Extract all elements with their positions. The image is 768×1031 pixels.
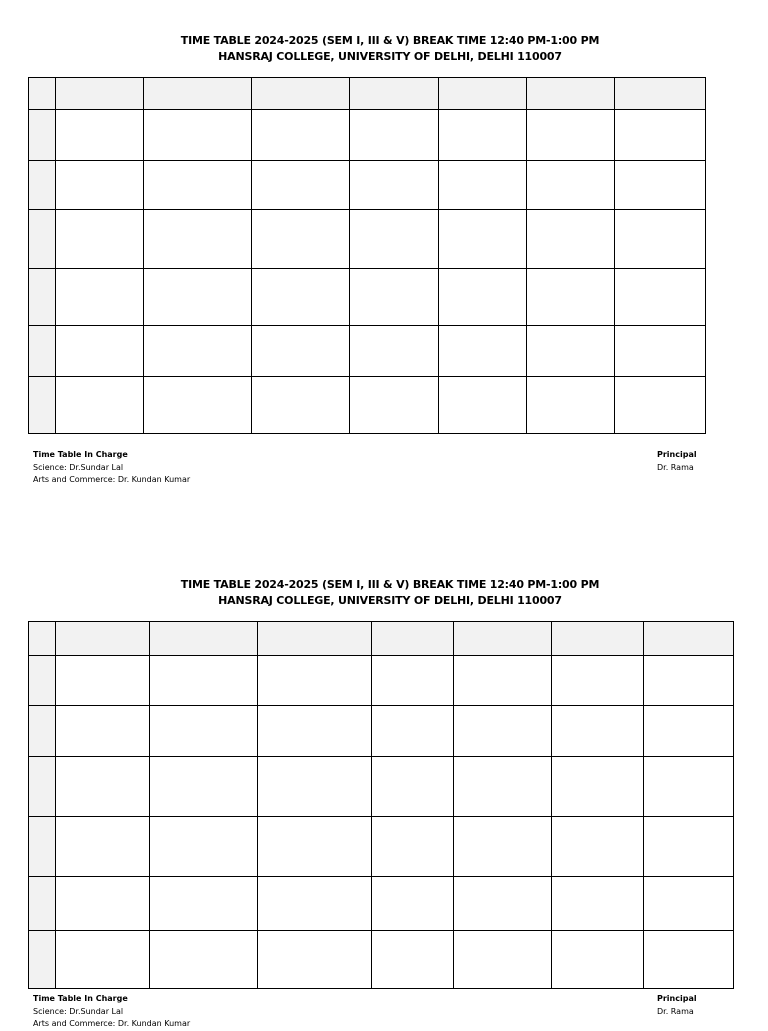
table-cell [372, 931, 454, 989]
table-cell [372, 817, 454, 877]
timetable-grid [28, 621, 734, 989]
table-cell [56, 78, 144, 110]
table-cell [454, 817, 552, 877]
table-cell [149, 656, 257, 706]
table-cell [29, 269, 56, 326]
table-row [29, 706, 734, 757]
table-cell [372, 877, 454, 931]
table-cell [644, 706, 734, 757]
table-cell [149, 931, 257, 989]
table-row [29, 161, 706, 210]
table-cell [552, 817, 644, 877]
table-cell [372, 757, 454, 817]
table-cell [56, 210, 144, 269]
table-cell [252, 377, 350, 434]
table-row [29, 931, 734, 989]
table-cell [56, 656, 149, 706]
table-cell [56, 757, 149, 817]
table-cell [644, 931, 734, 989]
table-cell [372, 656, 454, 706]
table-cell [454, 877, 552, 931]
table-cell [527, 161, 615, 210]
table-cell [257, 817, 372, 877]
college-name: HANSRAJ COLLEGE, UNIVERSITY OF DELHI, DELHI 110007 [218, 594, 562, 607]
table-cell [257, 706, 372, 757]
table-cell [29, 656, 56, 706]
table-cell [149, 706, 257, 757]
table-cell [29, 377, 56, 434]
table-cell [454, 622, 552, 656]
table-cell [552, 706, 644, 757]
science-in-charge: Science: Dr.Sundar Lal [33, 1006, 124, 1016]
table-cell [252, 78, 350, 110]
timetable-title: TIME TABLE 2024-2025 (SEM I, III & V) BREAK TIME 12:40 PM-1:00 PM [180, 34, 600, 47]
table-cell [29, 931, 56, 989]
table-header-row [29, 622, 734, 656]
table-row [29, 210, 706, 269]
table-cell [527, 269, 615, 326]
table-cell [350, 161, 438, 210]
table-cell [372, 622, 454, 656]
table-cell [29, 817, 56, 877]
table-row [29, 656, 734, 706]
table-cell [29, 757, 56, 817]
table-row [29, 326, 706, 377]
table-cell [144, 326, 252, 377]
table-cell [149, 877, 257, 931]
timetable-title: TIME TABLE 2024-2025 (SEM I, III & V) BREAK TIME 12:40 PM-1:00 PM [180, 578, 600, 591]
table-cell [29, 110, 56, 161]
table-cell [372, 706, 454, 757]
table-cell [149, 757, 257, 817]
table-cell [29, 210, 56, 269]
science-in-charge: Science: Dr.Sundar Lal [33, 462, 124, 472]
table-cell [438, 326, 526, 377]
principal-name: Dr. Rama [657, 1006, 694, 1016]
table-row [29, 377, 706, 434]
table-cell [144, 161, 252, 210]
table-cell [144, 110, 252, 161]
table-cell [615, 377, 706, 434]
principal-name: Dr. Rama [657, 462, 694, 472]
table-cell [644, 757, 734, 817]
table-row [29, 817, 734, 877]
table-cell [350, 110, 438, 161]
table-cell [552, 931, 644, 989]
footer-right [657, 449, 697, 474]
table-cell [56, 110, 144, 161]
table-cell [350, 326, 438, 377]
table-cell [552, 656, 644, 706]
footer-left [33, 993, 190, 1031]
table-cell [56, 931, 149, 989]
principal-heading: Principal [657, 994, 697, 1003]
table-cell [644, 817, 734, 877]
table-cell [438, 161, 526, 210]
table-cell [350, 269, 438, 326]
table-cell [644, 877, 734, 931]
table-cell [454, 706, 552, 757]
table-header-row [29, 78, 706, 110]
table-cell [438, 110, 526, 161]
table-cell [615, 326, 706, 377]
table-cell [527, 377, 615, 434]
timetable-grid [28, 77, 706, 434]
table-cell [438, 269, 526, 326]
table-cell [144, 210, 252, 269]
table-cell [644, 622, 734, 656]
table-cell [257, 877, 372, 931]
table-cell [257, 931, 372, 989]
table-cell [56, 817, 149, 877]
table-cell [454, 656, 552, 706]
table-cell [438, 210, 526, 269]
table-cell [252, 326, 350, 377]
table-cell [454, 757, 552, 817]
table-cell [56, 706, 149, 757]
table-cell [257, 656, 372, 706]
footer-right [657, 993, 697, 1018]
table-cell [257, 622, 372, 656]
table-cell [438, 78, 526, 110]
table-cell [56, 326, 144, 377]
table-cell [56, 622, 149, 656]
table-cell [144, 78, 252, 110]
table-cell [615, 210, 706, 269]
table-row [29, 877, 734, 931]
table-cell [615, 269, 706, 326]
principal-heading: Principal [657, 450, 697, 459]
arts-commerce-in-charge: Arts and Commerce: Dr. Kundan Kumar [33, 1019, 191, 1028]
table-cell [29, 161, 56, 210]
table-cell [252, 210, 350, 269]
table-cell [615, 78, 706, 110]
table-cell [29, 78, 56, 110]
table-cell [149, 622, 257, 656]
footer-left [33, 449, 190, 487]
table-cell [252, 161, 350, 210]
table-cell [552, 622, 644, 656]
table-cell [350, 210, 438, 269]
table-cell [438, 377, 526, 434]
table-cell [56, 269, 144, 326]
table-cell [552, 877, 644, 931]
table-cell [56, 877, 149, 931]
table-cell [144, 377, 252, 434]
table-cell [29, 877, 56, 931]
timetable-in-charge-heading: Time Table In Charge [33, 994, 128, 1003]
table-cell [350, 377, 438, 434]
arts-commerce-in-charge: Arts and Commerce: Dr. Kundan Kumar [33, 475, 191, 484]
table-row [29, 269, 706, 326]
table-cell [29, 622, 56, 656]
table-cell [257, 757, 372, 817]
table-row [29, 757, 734, 817]
table-cell [144, 269, 252, 326]
table-cell [615, 161, 706, 210]
timetable-in-charge-heading: Time Table In Charge [33, 450, 128, 459]
table-cell [149, 817, 257, 877]
table-cell [527, 110, 615, 161]
table-cell [252, 110, 350, 161]
table-row [29, 110, 706, 161]
table-cell [29, 706, 56, 757]
table-cell [552, 757, 644, 817]
table-cell [29, 326, 56, 377]
table-cell [454, 931, 552, 989]
table-cell [56, 377, 144, 434]
table-cell [56, 161, 144, 210]
table-cell [527, 78, 615, 110]
table-cell [350, 78, 438, 110]
table-cell [644, 656, 734, 706]
table-cell [252, 269, 350, 326]
table-cell [615, 110, 706, 161]
college-name: HANSRAJ COLLEGE, UNIVERSITY OF DELHI, DELHI 110007 [218, 50, 562, 63]
table-cell [527, 326, 615, 377]
table-cell [527, 210, 615, 269]
